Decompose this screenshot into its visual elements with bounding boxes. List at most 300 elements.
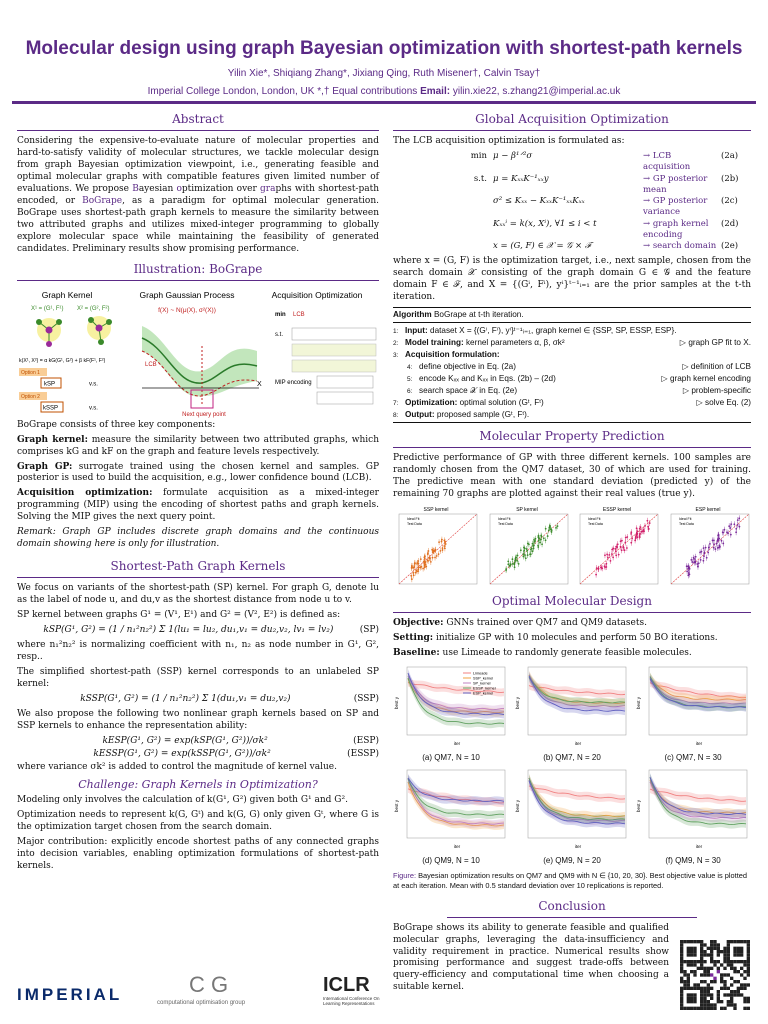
qr-module: [723, 947, 726, 950]
parity-point: [722, 543, 724, 545]
parity-point: [617, 544, 619, 546]
qr-module: [710, 947, 713, 950]
parity-point: [618, 554, 620, 556]
parity-point: [427, 560, 429, 562]
qr-module: [703, 973, 706, 976]
qr-module: [690, 963, 693, 966]
algorithm-line-number: 8:: [393, 411, 399, 419]
vs-label-2: v.s.: [89, 405, 98, 412]
lcb-row-lead: s.t.: [473, 173, 487, 184]
left-column: [17, 112, 379, 876]
abstract-text: Considering the expensive-to-evaluate nature of molecular properties and hard-to-satisfy validity of molecular structures, we tackle molecular design from graph Bayesian optimization viewpoint, i.e., generating feasible and optimal molecular graphs with compatible features given limited number of evaluations. We propose Bayesian optimization over graphs with shortest-path encoded, or BoGrape, as a paradigm for optimal molecular generation. BoGrape uses shortest-path graph kernels to measure the similarity between two attributed graphs and utilizes mixed-integer programming to globally explore molecular space while maintaining the feasibility of generated candidates. Preliminary results show promising performance.: [17, 135, 380, 254]
parity-point: [692, 561, 694, 563]
qr-module: [717, 943, 720, 946]
option2-label: Option 2: [21, 393, 40, 400]
logo-bar: [17, 970, 380, 1016]
parity-point: [509, 564, 511, 566]
qr-module: [727, 1003, 730, 1006]
qr-module: [707, 990, 710, 993]
parity-point: [616, 555, 618, 557]
qr-module: [693, 960, 696, 963]
qr-module: [730, 983, 733, 986]
qr-module: [700, 1007, 703, 1010]
algorithm-line-comment: ▷ graph GP fit to X.: [679, 338, 751, 348]
bo-subplot: [635, 766, 751, 867]
qr-module: [680, 963, 683, 966]
qr-module: [680, 977, 683, 980]
algorithm-line-number: 3:: [393, 352, 399, 360]
parity-point: [721, 540, 723, 542]
qr-module: [727, 1000, 730, 1003]
parity-point: [417, 560, 419, 562]
parity-point: [530, 549, 532, 551]
qr-module: [703, 987, 706, 990]
parity-point: [637, 537, 639, 539]
parity-point: [512, 563, 514, 565]
parity-point: [611, 553, 613, 555]
qr-module: [710, 950, 713, 953]
bo-plot: [635, 663, 751, 747]
qr-module: [733, 990, 736, 993]
qr-module: [680, 957, 683, 960]
qr-module: [707, 967, 710, 970]
email-address[interactable]: yilin.xie22, s.zhang21@imperial.ac.uk: [452, 86, 621, 97]
qr-module: [693, 963, 696, 966]
algorithm-line: [393, 409, 751, 421]
bo-x-label: iter: [695, 843, 703, 849]
bo-legend-entry: Limeade: [473, 671, 488, 676]
qr-module: [720, 977, 723, 980]
parity-point: [703, 548, 705, 550]
qr-module: [687, 960, 690, 963]
parity-point: [424, 567, 426, 569]
qr-module: [683, 973, 686, 976]
qr-module: [717, 960, 720, 963]
qr-module: [737, 987, 740, 990]
bo-plot: [514, 766, 630, 850]
algorithm-line-comment: ▷ problem-specific: [682, 385, 751, 395]
qr-module: [713, 947, 716, 950]
qr-module: [703, 997, 706, 1000]
parity-point: [596, 568, 598, 570]
parity-point: [635, 536, 637, 538]
graph-kernel-title: Graph Kernel: [41, 289, 93, 300]
qr-module: [700, 997, 703, 1000]
bo-x-label: iter: [695, 741, 703, 747]
qr-module: [707, 973, 710, 976]
lcb-row-expr: σ² ≤ Kₓₓ − KₓₓK⁻¹ₓₓKₓₓ: [493, 196, 585, 207]
qr-module: [720, 987, 723, 990]
parity-point: [728, 526, 730, 528]
qr-module: [743, 970, 746, 973]
parity-point: [414, 563, 416, 565]
qr-module: [710, 987, 713, 990]
qr-module: [747, 1000, 750, 1003]
lcb-row-expr: Kₓₓⁱ = k(x, Xⁱ), ∀1 ≤ i < t: [493, 218, 597, 229]
qr-module: [713, 1007, 716, 1010]
qr-module: [730, 990, 733, 993]
qr-module: [747, 960, 750, 963]
parity-point: [686, 571, 688, 573]
parity-point: [738, 526, 740, 528]
parity-legend-entry: Ideal Fit: [678, 517, 692, 522]
qr-module: [707, 1000, 710, 1003]
algorithm-line-number: 4:: [407, 364, 413, 372]
gp-plot: [142, 326, 259, 404]
qr-module: [703, 970, 706, 973]
qr-module: [720, 973, 723, 976]
qr-module: [740, 973, 743, 976]
cog-logo-sub: computational optimisation group: [157, 1000, 246, 1006]
bo-subplot: [393, 766, 509, 867]
qr-module: [687, 993, 690, 996]
bo-y-label: best y: [636, 799, 641, 812]
parity-point: [425, 566, 427, 568]
parity-point: [713, 544, 715, 546]
algorithm-line-text: search space 𝒳 in Eq. (2e): [419, 385, 518, 395]
lcb-row-desc: → GP posterior mean: [643, 173, 708, 195]
parity-point: [534, 540, 536, 542]
parity-point: [699, 552, 701, 554]
bo-subcaption: (e) QM9, N = 20: [543, 855, 601, 865]
parity-point: [695, 556, 697, 558]
qr-module: [747, 963, 750, 966]
qr-module: [730, 993, 733, 996]
parity-point: [429, 557, 431, 559]
qr-module: [693, 973, 696, 976]
parity-point: [708, 547, 710, 549]
parity-point: [700, 559, 702, 561]
qr-module: [720, 1007, 723, 1010]
parity-point: [416, 571, 418, 573]
qr-module: [730, 1003, 733, 1006]
parity-legend-entry: Test Data: [588, 522, 604, 527]
parity-point: [516, 560, 518, 562]
parity-point: [698, 563, 700, 565]
qr-module: [710, 940, 713, 943]
qr-module: [733, 940, 736, 943]
conclusion-heading: Conclusion: [447, 899, 697, 918]
qr-module: [687, 973, 690, 976]
parity-point: [539, 542, 541, 544]
lcb-label: LCB: [145, 361, 157, 368]
qr-module: [730, 967, 733, 970]
qr-module: [747, 1007, 750, 1010]
qr-module: [723, 953, 726, 956]
lcb-row-expr: x = (G, F) ∈ 𝒳 = 𝒢 × ℱ: [493, 241, 592, 252]
parity-point: [686, 566, 688, 568]
qr-module: [697, 967, 700, 970]
qr-module: [733, 953, 736, 956]
parity-point: [625, 542, 627, 544]
qr-module: [703, 1000, 706, 1003]
parity-point: [438, 542, 440, 544]
parity-point: [549, 529, 551, 531]
parity-point: [525, 558, 527, 560]
parity-point: [524, 554, 526, 556]
sp-p3: where n₁²n₂² is normalizing coefficient with n₁, n₂ as node number in G¹, G², resp..: [17, 640, 379, 663]
conclusion-text: BoGrape shows its ability to generate feasible and qualified molecular graphs, leveraging the data-insufficiency and validity requirement in practice. Numerical results show promising performance and suggest trade-offs between query-efficiency and computational time when choosing a suitable kernel.: [393, 922, 669, 993]
gao-after: where x = (G, F) is the optimization target, i.e., next sample, chosen from the search domain 𝒳 consisting of the graph domain G ∈ 𝒢 and the feature domain F ∈ ℱ, and X = {(Gⁱ, Fⁱ), yⁱ}ᵗ⁻¹ᵢ₌₁ are the prior samples at the t-th iteration.: [393, 255, 751, 302]
acq-lcb: LCB: [293, 311, 305, 318]
parity-point: [531, 551, 533, 553]
qr-module: [690, 960, 693, 963]
parity-point: [616, 546, 618, 548]
parity-point: [625, 537, 627, 539]
mip-encoding-label: MIP encoding: [275, 379, 312, 386]
qr-module: [743, 1007, 746, 1010]
qr-module: [710, 967, 713, 970]
qr-module: [703, 953, 706, 956]
parity-point: [604, 555, 606, 557]
sp-p1: We focus on variants of the shortest-path (SP) kernel. For graph G, denote lu as the label of node u, and du,v as the shortest distance from node u to v.: [17, 583, 379, 606]
parity-point: [537, 546, 539, 548]
qr-code[interactable]: [680, 940, 750, 1010]
cog-logo: C G: [189, 972, 229, 997]
qr-module: [717, 990, 720, 993]
qr-module: [707, 947, 710, 950]
lcb-row-lead: [393, 219, 493, 242]
sp-heading: Shortest-Path Graph Kernels: [17, 559, 379, 578]
parity-point: [511, 559, 513, 561]
parity-point: [620, 541, 622, 543]
bo-x-label: iter: [574, 741, 582, 747]
bo-subplot: [514, 766, 630, 867]
lcb-row-num: (2c): [721, 196, 738, 207]
challenge-3: Major contribution: explicitly encode shortest paths of any connected graphs into decision variables, enabling optimization formulations of shortest-path kernels.: [17, 837, 379, 872]
qr-module: [730, 940, 733, 943]
algorithm-line-text: kernel parameters α, β, σk²: [463, 338, 565, 348]
qr-module: [703, 943, 706, 946]
parity-point: [707, 552, 709, 554]
qr-module: [740, 953, 743, 956]
parity-point: [534, 538, 536, 540]
qr-module: [733, 993, 736, 996]
lcb-row-expr: μ = KₓₓK⁻¹ₓₓy: [493, 173, 549, 184]
qr-module: [713, 943, 716, 946]
bo-legend-entry: SSP_kernel: [473, 676, 494, 681]
qr-module: [747, 950, 750, 953]
qr-module: [703, 967, 706, 970]
qr-module: [683, 1007, 686, 1010]
qr-module: [690, 940, 693, 943]
bo-x-label: iter: [453, 843, 461, 849]
parity-point: [546, 535, 548, 537]
bo-y-label: best y: [515, 697, 520, 710]
qr-module: [687, 947, 690, 950]
ksp-label: kSP: [44, 381, 56, 388]
parity-point: [440, 550, 442, 552]
poster-header: [0, 0, 768, 104]
lcb-row-num: (2e): [721, 241, 739, 252]
algorithm-line-text: optimal solution (Gᵗ, Fᵗ): [457, 397, 544, 407]
qr-module: [707, 993, 710, 996]
omd-heading: Optimal Molecular Design: [393, 594, 751, 613]
qr-module: [680, 1007, 683, 1010]
qr-module: [710, 997, 713, 1000]
qr-module: [727, 960, 730, 963]
qr-module: [687, 980, 690, 983]
parity-point: [713, 540, 715, 542]
qr-module: [713, 1003, 716, 1006]
qr-module: [703, 993, 706, 996]
algorithm-line: [393, 361, 751, 373]
parity-point: [526, 554, 528, 556]
acq-opt-title: Acquisition Optimization: [271, 289, 363, 300]
qr-module: [733, 970, 736, 973]
qr-module: [723, 957, 726, 960]
algorithm-line-keyword: Optimization:: [405, 397, 458, 407]
sp-p6: where variance σk² is added to control the magnitude of kernel value.: [17, 761, 337, 772]
algorithm-line-number: 5:: [407, 375, 413, 383]
algorithm-line: [393, 385, 751, 397]
parity-point: [441, 541, 443, 543]
qr-module: [710, 957, 713, 960]
iclr-logo-sub: International Conference On Learning Representations: [323, 996, 380, 1007]
parity-plot: [665, 504, 751, 590]
omd-baseline: Baseline: use Limeade to randomly generate feasible molecules.: [393, 648, 692, 659]
qr-module: [680, 943, 683, 946]
parity-point: [730, 524, 732, 526]
graph2-label: X² = (G², F²): [77, 305, 110, 312]
lcb-row-num: (2b): [721, 173, 739, 184]
qr-module: [687, 983, 690, 986]
qr-module: [727, 987, 730, 990]
qr-module: [683, 960, 686, 963]
parity-point: [613, 548, 615, 550]
qr-module: [687, 940, 690, 943]
parity-point: [528, 544, 530, 546]
qr-module: [680, 970, 683, 973]
qr-module: [720, 950, 723, 953]
lcb-row-desc: → graph kernel encoding: [643, 218, 709, 240]
qr-module: [743, 987, 746, 990]
qr-module: [693, 987, 696, 990]
qr-module: [713, 980, 716, 983]
parity-point: [607, 557, 609, 559]
qr-module: [737, 990, 740, 993]
bo-caption: Figure: Bayesian optimization results on QM7 and QM9 with N ∈ {10, 20, 30}. Best objective value is plotted at each iteration. Mean with 0.5 standard deviation over 10 replications is reported.: [393, 871, 747, 890]
qr-module: [720, 1000, 723, 1003]
parity-point: [514, 558, 516, 560]
lcb-row: [393, 196, 751, 219]
parity-point: [513, 562, 515, 564]
gp-x-axis-label: X: [257, 380, 262, 388]
qr-module: [687, 1007, 690, 1010]
qr-module: [710, 960, 713, 963]
qr-module: [743, 997, 746, 1000]
illustration-heading: Illustration: BoGrape: [17, 262, 379, 281]
parity-point: [433, 551, 435, 553]
parity-plot: [574, 504, 660, 590]
poster-title: Molecular design using graph Bayesian optimization with shortest-path kernels: [25, 38, 743, 59]
parity-point: [522, 556, 524, 558]
algorithm-line: [393, 349, 751, 361]
qr-module: [690, 997, 693, 1000]
parity-point: [442, 548, 444, 550]
lcb-row-lead: [393, 196, 493, 219]
qr-module: [680, 997, 683, 1000]
qr-module: [723, 983, 726, 986]
imperial-logo: IMPERIAL: [17, 985, 123, 1004]
qr-module: [680, 960, 683, 963]
parity-point: [631, 533, 633, 535]
parity-point: [413, 575, 415, 577]
parity-point: [411, 567, 413, 569]
qr-module: [723, 967, 726, 970]
parity-point: [430, 561, 432, 563]
algorithm-line-text: proposed sample (Gᵗ, Fᵗ).: [434, 409, 530, 419]
bo-plot: [393, 663, 509, 747]
parity-point: [420, 559, 422, 561]
parity-point: [717, 547, 719, 549]
qr-module: [747, 953, 750, 956]
kssp-label: kSSP: [43, 405, 59, 412]
qr-module: [707, 987, 710, 990]
parity-point: [537, 536, 539, 538]
qr-module: [683, 983, 686, 986]
qr-module: [727, 963, 730, 966]
parity-point: [702, 560, 704, 562]
qr-module: [737, 970, 740, 973]
qr-module: [680, 990, 683, 993]
qr-module: [727, 993, 730, 996]
qr-module: [717, 970, 720, 973]
qr-module: [740, 940, 743, 943]
molecule-graph-1: [36, 318, 62, 347]
parity-plot: [484, 504, 570, 590]
lcb-row: [393, 241, 751, 252]
qr-module: [700, 1000, 703, 1003]
lcb-row: [393, 219, 751, 242]
parity-point: [548, 527, 550, 529]
qr-module: [693, 950, 696, 953]
qr-module: [687, 963, 690, 966]
qr-module: [733, 947, 736, 950]
algorithm-line: [393, 337, 751, 349]
qr-module: [700, 957, 703, 960]
qr-module: [743, 983, 746, 986]
parity-point: [517, 563, 519, 565]
bo-y-label: best y: [394, 799, 399, 812]
algorithm-line-number: 2:: [393, 340, 399, 348]
parity-point: [703, 556, 705, 558]
qr-module: [680, 980, 683, 983]
parity-point: [639, 537, 641, 539]
parity-point: [716, 543, 718, 545]
challenge-heading: Challenge: Graph Kernels in Optimization?: [78, 777, 318, 791]
qr-module: [680, 1000, 683, 1003]
parity-point: [723, 529, 725, 531]
qr-module: [703, 990, 706, 993]
qr-module: [717, 993, 720, 996]
algorithm-line: [393, 325, 751, 337]
parity-point: [626, 547, 628, 549]
parity-point: [423, 563, 425, 565]
gao-intro: The LCB acquisition optimization is formulated as:: [393, 135, 625, 146]
algorithm-line-keyword: Acquisition formulation:: [405, 350, 500, 360]
parity-point: [738, 518, 740, 520]
qr-module: [690, 993, 693, 996]
qr-module: [747, 970, 750, 973]
qr-module: [683, 980, 686, 983]
qr-module: [690, 953, 693, 956]
qr-module: [700, 947, 703, 950]
qr-module: [700, 993, 703, 996]
qr-module: [710, 973, 713, 976]
parity-point: [615, 551, 617, 553]
parity-point: [425, 561, 427, 563]
